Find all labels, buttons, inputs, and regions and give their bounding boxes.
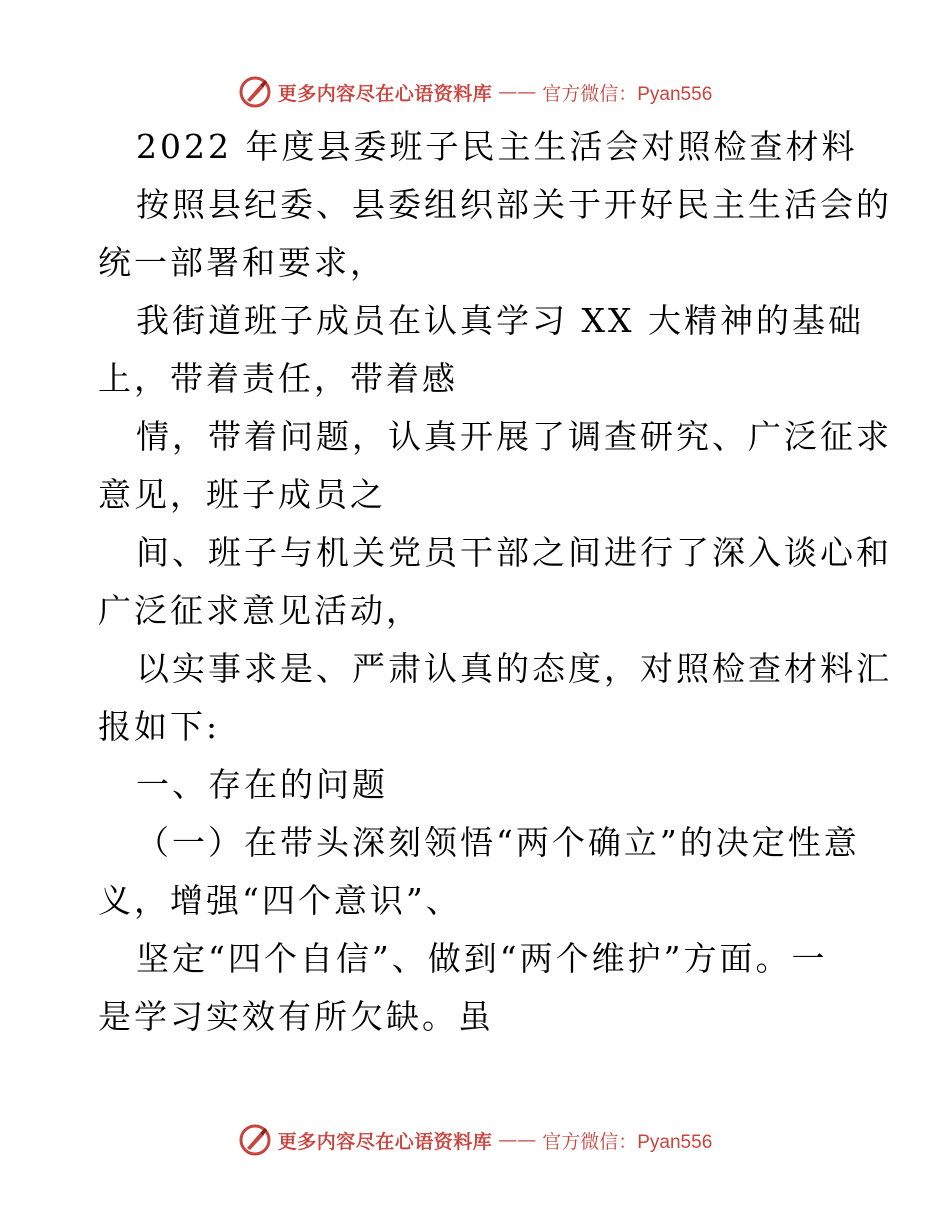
watermark-text: 更多内容尽在心语资料库: [277, 1130, 493, 1153]
document-title: 2022 年度县委班子民主生活会对照检查材料: [136, 127, 858, 166]
paragraph-line: 统一部署和要求，: [98, 243, 386, 282]
paragraph-line: 按照县纪委、县委组织部关于开好民主生活会的: [136, 185, 892, 224]
paragraph-line: 义，增强“四个意识”、: [98, 881, 462, 920]
paragraph-line: 间、班子与机关党员干部之间进行了深入谈心和: [136, 533, 892, 572]
subsection-heading: （一）在带头深刻领悟“两个确立”的决定性意: [136, 823, 860, 862]
paragraph-line: 意见，班子成员之: [98, 475, 386, 514]
watermark-separator: ——: [498, 1129, 537, 1151]
paragraph-line: 坚定“四个自信”、做到“两个维护”方面。一: [136, 939, 828, 978]
paragraph-line: 以实事求是、严肃认真的态度，对照检查材料汇: [136, 649, 892, 688]
paragraph-line: 上，带着责任，带着感: [98, 359, 458, 398]
watermark-separator: ——: [498, 81, 537, 103]
header-watermark: [0, 72, 950, 112]
quill-logo-icon: [238, 75, 272, 109]
watermark-account: 官方微信：Pyan556: [542, 83, 713, 105]
paragraph-line: 情，带着问题，认真开展了调查研究、广泛征求: [136, 417, 892, 456]
footer-watermark: [0, 1120, 950, 1160]
paragraph-line: 是学习实效有所欠缺。虽: [98, 997, 494, 1036]
document-body: [98, 118, 892, 1046]
quill-logo-icon: [238, 1123, 272, 1157]
paragraph-line: 广泛征求意见活动，: [98, 591, 422, 630]
watermark-text: 更多内容尽在心语资料库: [277, 82, 493, 105]
section-heading: 一、存在的问题: [136, 765, 388, 804]
paragraph-line: 报如下:: [98, 707, 221, 746]
watermark-account: 官方微信：Pyan556: [542, 1131, 713, 1153]
paragraph-line: 我街道班子成员在认真学习 XX 大精神的基础: [136, 301, 864, 340]
